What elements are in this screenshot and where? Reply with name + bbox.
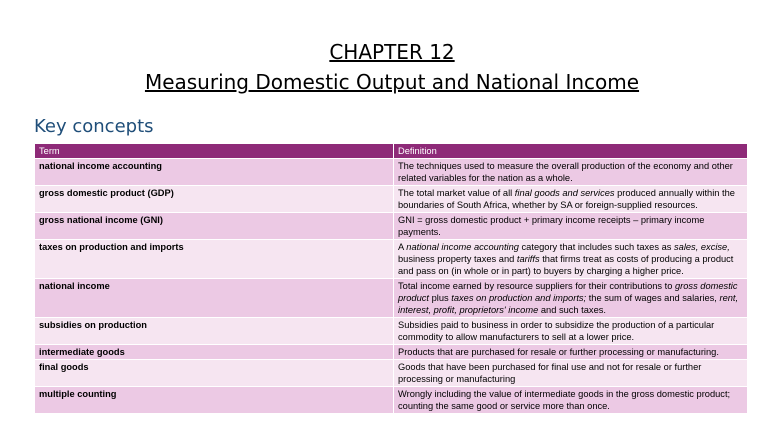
- definition-text: national income accounting: [406, 242, 519, 252]
- definition-text: business property taxes and: [398, 254, 517, 264]
- definition-cell: [394, 387, 748, 414]
- definition-cell: [394, 360, 748, 387]
- table-body: [35, 159, 748, 414]
- definition-text: tariffs: [516, 254, 540, 264]
- definition-text: Wrongly including the value of intermediate goods in the gross domestic product; counting the same good or service more than once.: [398, 389, 731, 411]
- term-cell: gross domestic product (GDP): [35, 186, 394, 213]
- table-row: [35, 279, 748, 318]
- definition-text: that firms treat as costs of producing a product and pass on (in whole or in part) to buyers by charging a higher price.: [398, 254, 734, 276]
- definition-text: Products that are purchased for resale or further processing or manufacturing.: [398, 347, 719, 357]
- definition-text: A: [398, 242, 407, 252]
- term-cell: gross national income (GNI): [35, 213, 394, 240]
- definition-text: category that includes such taxes as: [518, 242, 674, 252]
- table-row: [35, 387, 748, 414]
- table-row: [35, 213, 748, 240]
- definition-cell: [394, 345, 748, 360]
- term-cell: intermediate goods: [35, 345, 394, 360]
- definition-text: taxes on production and imports;: [451, 293, 587, 303]
- definition-text: Goods that have been purchased for final use and not for resale or further processing or manufacturing: [398, 362, 702, 384]
- definition-text: Subsidies paid to business in order to subsidize the production of a particular commodity to allow manufacturers to sell at a lower price.: [398, 320, 715, 342]
- definition-cell: [394, 213, 748, 240]
- definition-text: the sum of wages and salaries,: [586, 293, 720, 303]
- table-row: [35, 240, 748, 279]
- term-cell: national income: [35, 279, 394, 318]
- key-concepts-table: [34, 143, 748, 414]
- table-row: [35, 360, 748, 387]
- definition-text: plus: [429, 293, 452, 303]
- definition-text: sales, excise,: [674, 242, 730, 252]
- chapter-heading: CHAPTER 12: [329, 40, 455, 64]
- definition-cell: [394, 240, 748, 279]
- definition-cell: [394, 318, 748, 345]
- table-row: [35, 318, 748, 345]
- definition-cell: [394, 279, 748, 318]
- term-cell: final goods: [35, 360, 394, 387]
- definition-text: produced annually within the boundaries of South Africa, whether by SA or foreign-supplied resources.: [398, 188, 735, 210]
- definition-text: The total market value of all: [398, 188, 515, 198]
- section-title: Key concepts: [34, 116, 154, 137]
- column-header-definition: Definition: [394, 144, 748, 159]
- table-header-row: [35, 144, 748, 159]
- definition-cell: [394, 159, 748, 186]
- table-row: [35, 186, 748, 213]
- column-header-term: Term: [35, 144, 394, 159]
- definition-text: gross domestic product: [398, 281, 738, 303]
- definition-text: The techniques used to measure the overall production of the economy and other related variables for the nation as a whole.: [398, 161, 733, 183]
- definition-text: rent, interest, profit, proprietors' income: [398, 293, 739, 315]
- term-cell: national income accounting: [35, 159, 394, 186]
- definition-text: Total income earned by resource suppliers for their contributions to: [398, 281, 675, 291]
- definition-text: GNI = gross domestic product + primary income receipts – primary income payments.: [398, 215, 705, 237]
- table-row: [35, 159, 748, 186]
- term-cell: multiple counting: [35, 387, 394, 414]
- table-row: [35, 345, 748, 360]
- term-cell: subsidies on production: [35, 318, 394, 345]
- page-title: Measuring Domestic Output and National Income: [144, 70, 640, 94]
- definition-text: final goods and services: [514, 188, 615, 198]
- term-cell: taxes on production and imports: [35, 240, 394, 279]
- definition-cell: [394, 186, 748, 213]
- definition-text: and such taxes.: [538, 305, 606, 315]
